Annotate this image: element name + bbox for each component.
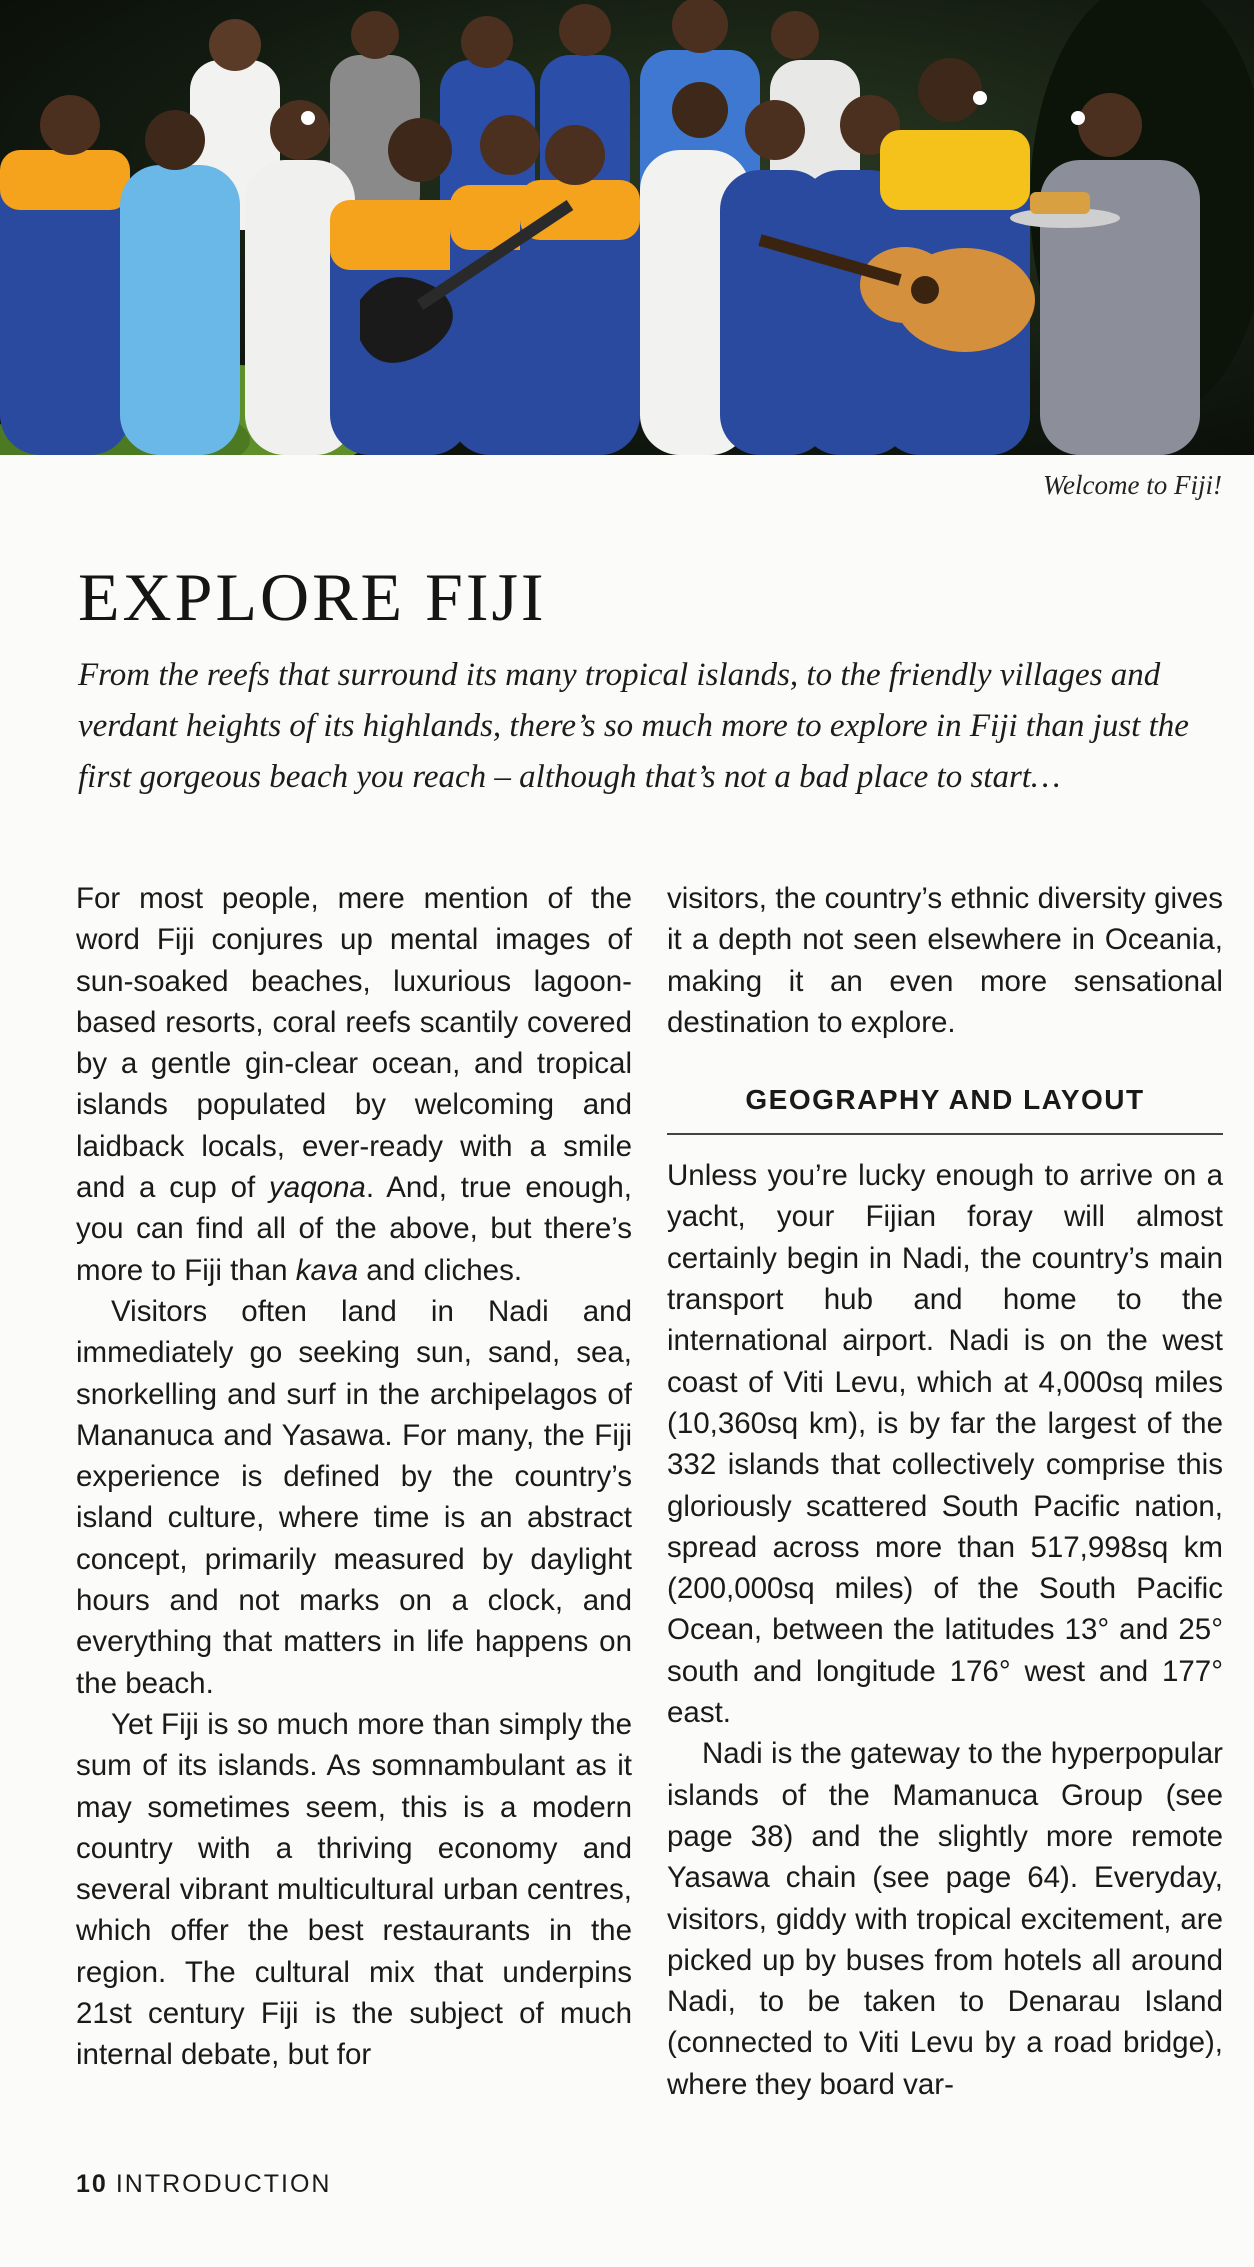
- body-paragraph: Visitors often land in Nadi and immediately go seeking sun, sand, sea, snorkelling and surf in the archipelagos of Mananuca and Yasawa. For many, the Fiji experience is defined by the country’s island culture, where time is an abstract concept, primarily measured by daylight hours and not marks on a clock, and everything that matters in life happens on the beach.: [76, 1294, 632, 1700]
- hero-photo: [0, 0, 1254, 455]
- body-paragraph: visitors, the country’s ethnic diversity gives it a depth not seen elsewhere in Oceania, making it an even more sensational destination to explore.: [667, 882, 1223, 1039]
- group-photo-illustration: [0, 0, 1254, 455]
- text-run: For most people, mere mention of the word Fiji conjures up mental images of sun-soaked beaches, luxurious lagoon-based resorts, coral reefs scantily covered by a gentle gin-clear ocean, and tropical islands populated by welcoming and laidback locals, ever-ready with a smile and a cup of: [76, 882, 632, 1205]
- italic-term: kava: [295, 1253, 359, 1287]
- italic-term: yaqona: [269, 1171, 366, 1205]
- section-heading: GEOGRAPHY AND LAYOUT: [745, 1084, 1145, 1116]
- section-label: INTRODUCTION: [115, 2170, 332, 2198]
- page-footer: [76, 2170, 331, 2199]
- text-run: . And, true enough, you can find all of the above, but there’s more to Fiji than: [76, 1171, 633, 1287]
- text-run: and cliches.: [358, 1253, 523, 1287]
- body-paragraph: [76, 878, 632, 1291]
- body-paragraph: Yet Fiji is so much more than simply the sum of its islands. As somnambulant as it may sometimes seem, this is a modern country with a thriving economy and several vibrant multicultural urban centres, which offer the best restaurants in the region. The cultural mix that underpins 21st century Fiji is the subject of much internal debate, but for: [76, 1707, 632, 2072]
- photo-caption: Welcome to Fiji!: [1043, 470, 1222, 500]
- body-paragraph: Unless you’re lucky enough to arrive on a yacht, your Fijian foray will almost certainly begin in Nadi, the country’s main transport hub and home to the international airport. Nadi is on the west coast of Viti Levu, which at 4,000sq miles (10,360sq km), is by far the largest of the 332 islands that collectively comprise this gloriously scattered South Pacific nation, spread across more than 517,998sq km (200,000sq miles) of the South Pacific Ocean, between the latitudes 13° and 25° south and longitude 176° west and 177° east.: [667, 1159, 1223, 1730]
- page-number: 10: [76, 2170, 108, 2198]
- body-paragraph: Nadi is the gateway to the hyperpopular islands of the Mamanuca Group (see page 38) and the slightly more remote Yasawa chain (see page 64). Everyday, visitors, giddy with tropical excitement, are picked up by buses from hotels all around Nadi, to be taken to Denarau Island (connected to Viti Levu by a road bridge), where they board var-: [667, 1737, 1223, 2101]
- left-text-column: [76, 878, 632, 2076]
- page-title: EXPLORE FIJI: [78, 559, 547, 635]
- intro-standfirst: From the reefs that surround its many tropical islands, to the friendly villages and verdant heights of its highlands, there’s so much more to explore in Fiji than just the first gorgeous beach you reach – although that’s not a bad place to start…: [78, 657, 1189, 795]
- section-divider: [667, 1133, 1223, 1135]
- right-text-column: [667, 878, 1223, 2105]
